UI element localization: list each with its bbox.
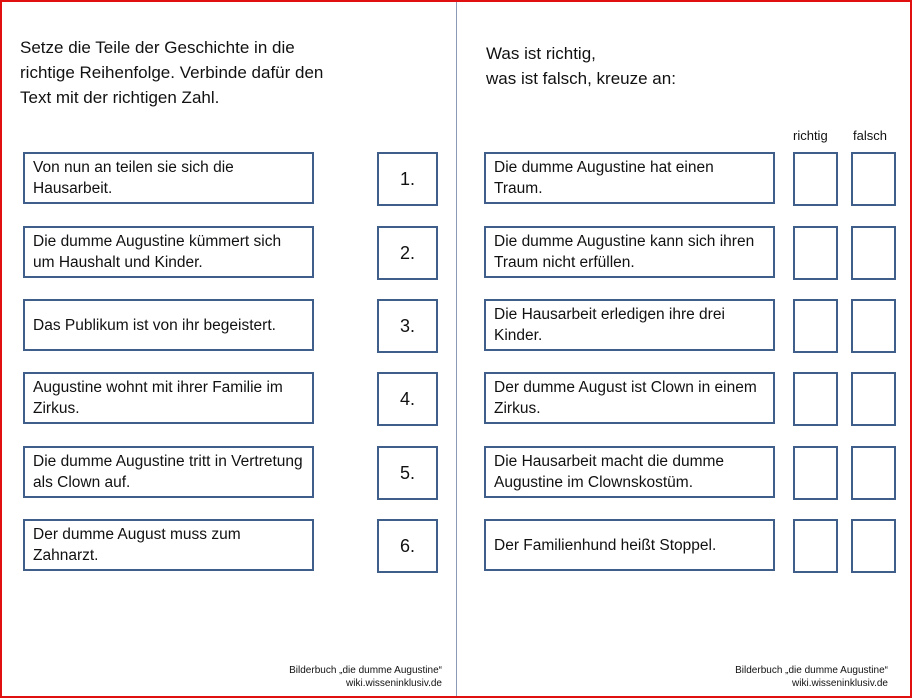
number-box[interactable]: 1. bbox=[377, 152, 438, 206]
number-box[interactable]: 5. bbox=[377, 446, 438, 500]
center-divider bbox=[456, 2, 457, 696]
statement-box: Der Familienhund heißt Stoppel. bbox=[484, 519, 775, 571]
story-part-box[interactable]: Augustine wohnt mit ihrer Familie im Zirkus. bbox=[23, 372, 314, 424]
column-header-falsch: falsch bbox=[853, 128, 887, 143]
number-box[interactable]: 2. bbox=[377, 226, 438, 280]
statement-box: Die Hausarbeit erledigen ihre drei Kinder. bbox=[484, 299, 775, 351]
number-box[interactable]: 4. bbox=[377, 372, 438, 426]
falsch-checkbox[interactable] bbox=[851, 446, 896, 500]
richtig-checkbox[interactable] bbox=[793, 299, 838, 353]
falsch-checkbox[interactable] bbox=[851, 152, 896, 206]
richtig-checkbox[interactable] bbox=[793, 226, 838, 280]
footer-url: wiki.wisseninklusiv.de bbox=[346, 678, 442, 689]
statement-box: Die dumme Augustine hat einen Traum. bbox=[484, 152, 775, 204]
left-instruction-line: Setze die Teile der Geschichte in die bbox=[20, 38, 295, 57]
richtig-checkbox[interactable] bbox=[793, 372, 838, 426]
right-instruction bbox=[486, 41, 866, 91]
falsch-checkbox[interactable] bbox=[851, 226, 896, 280]
number-box[interactable]: 3. bbox=[377, 299, 438, 353]
story-part-box[interactable]: Das Publikum ist von ihr begeistert. bbox=[23, 299, 314, 351]
story-part-box[interactable]: Der dumme August muss zum Zahnarzt. bbox=[23, 519, 314, 571]
story-part-box[interactable]: Die dumme Augustine tritt in Vertretung als Clown auf. bbox=[23, 446, 314, 498]
statement-box: Die Hausarbeit macht die dumme Augustine im Clownskostüm. bbox=[484, 446, 775, 498]
richtig-checkbox[interactable] bbox=[793, 519, 838, 573]
number-box[interactable]: 6. bbox=[377, 519, 438, 573]
footer-title: Bilderbuch „die dumme Augustine“ bbox=[735, 665, 888, 676]
footer-title: Bilderbuch „die dumme Augustine“ bbox=[289, 665, 442, 676]
right-instruction-line: Was ist richtig, bbox=[486, 44, 596, 63]
left-instruction-line: richtige Reihenfolge. Verbinde dafür den bbox=[20, 63, 324, 82]
footer-url: wiki.wisseninklusiv.de bbox=[792, 678, 888, 689]
column-header-richtig: richtig bbox=[793, 128, 828, 143]
falsch-checkbox[interactable] bbox=[851, 372, 896, 426]
story-part-box[interactable]: Von nun an teilen sie sich die Hausarbeit. bbox=[23, 152, 314, 204]
left-footer bbox=[242, 664, 442, 690]
right-instruction-line: was ist falsch, kreuze an: bbox=[486, 69, 676, 88]
statement-box: Die dumme Augustine kann sich ihren Traum nicht erfüllen. bbox=[484, 226, 775, 278]
falsch-checkbox[interactable] bbox=[851, 299, 896, 353]
statement-box: Der dumme August ist Clown in einem Zirkus. bbox=[484, 372, 775, 424]
story-part-box[interactable]: Die dumme Augustine kümmert sich um Haushalt und Kinder. bbox=[23, 226, 314, 278]
left-instruction-line: Text mit der richtigen Zahl. bbox=[20, 88, 220, 107]
richtig-checkbox[interactable] bbox=[793, 446, 838, 500]
left-instruction bbox=[20, 35, 420, 110]
right-footer bbox=[688, 664, 888, 690]
falsch-checkbox[interactable] bbox=[851, 519, 896, 573]
richtig-checkbox[interactable] bbox=[793, 152, 838, 206]
